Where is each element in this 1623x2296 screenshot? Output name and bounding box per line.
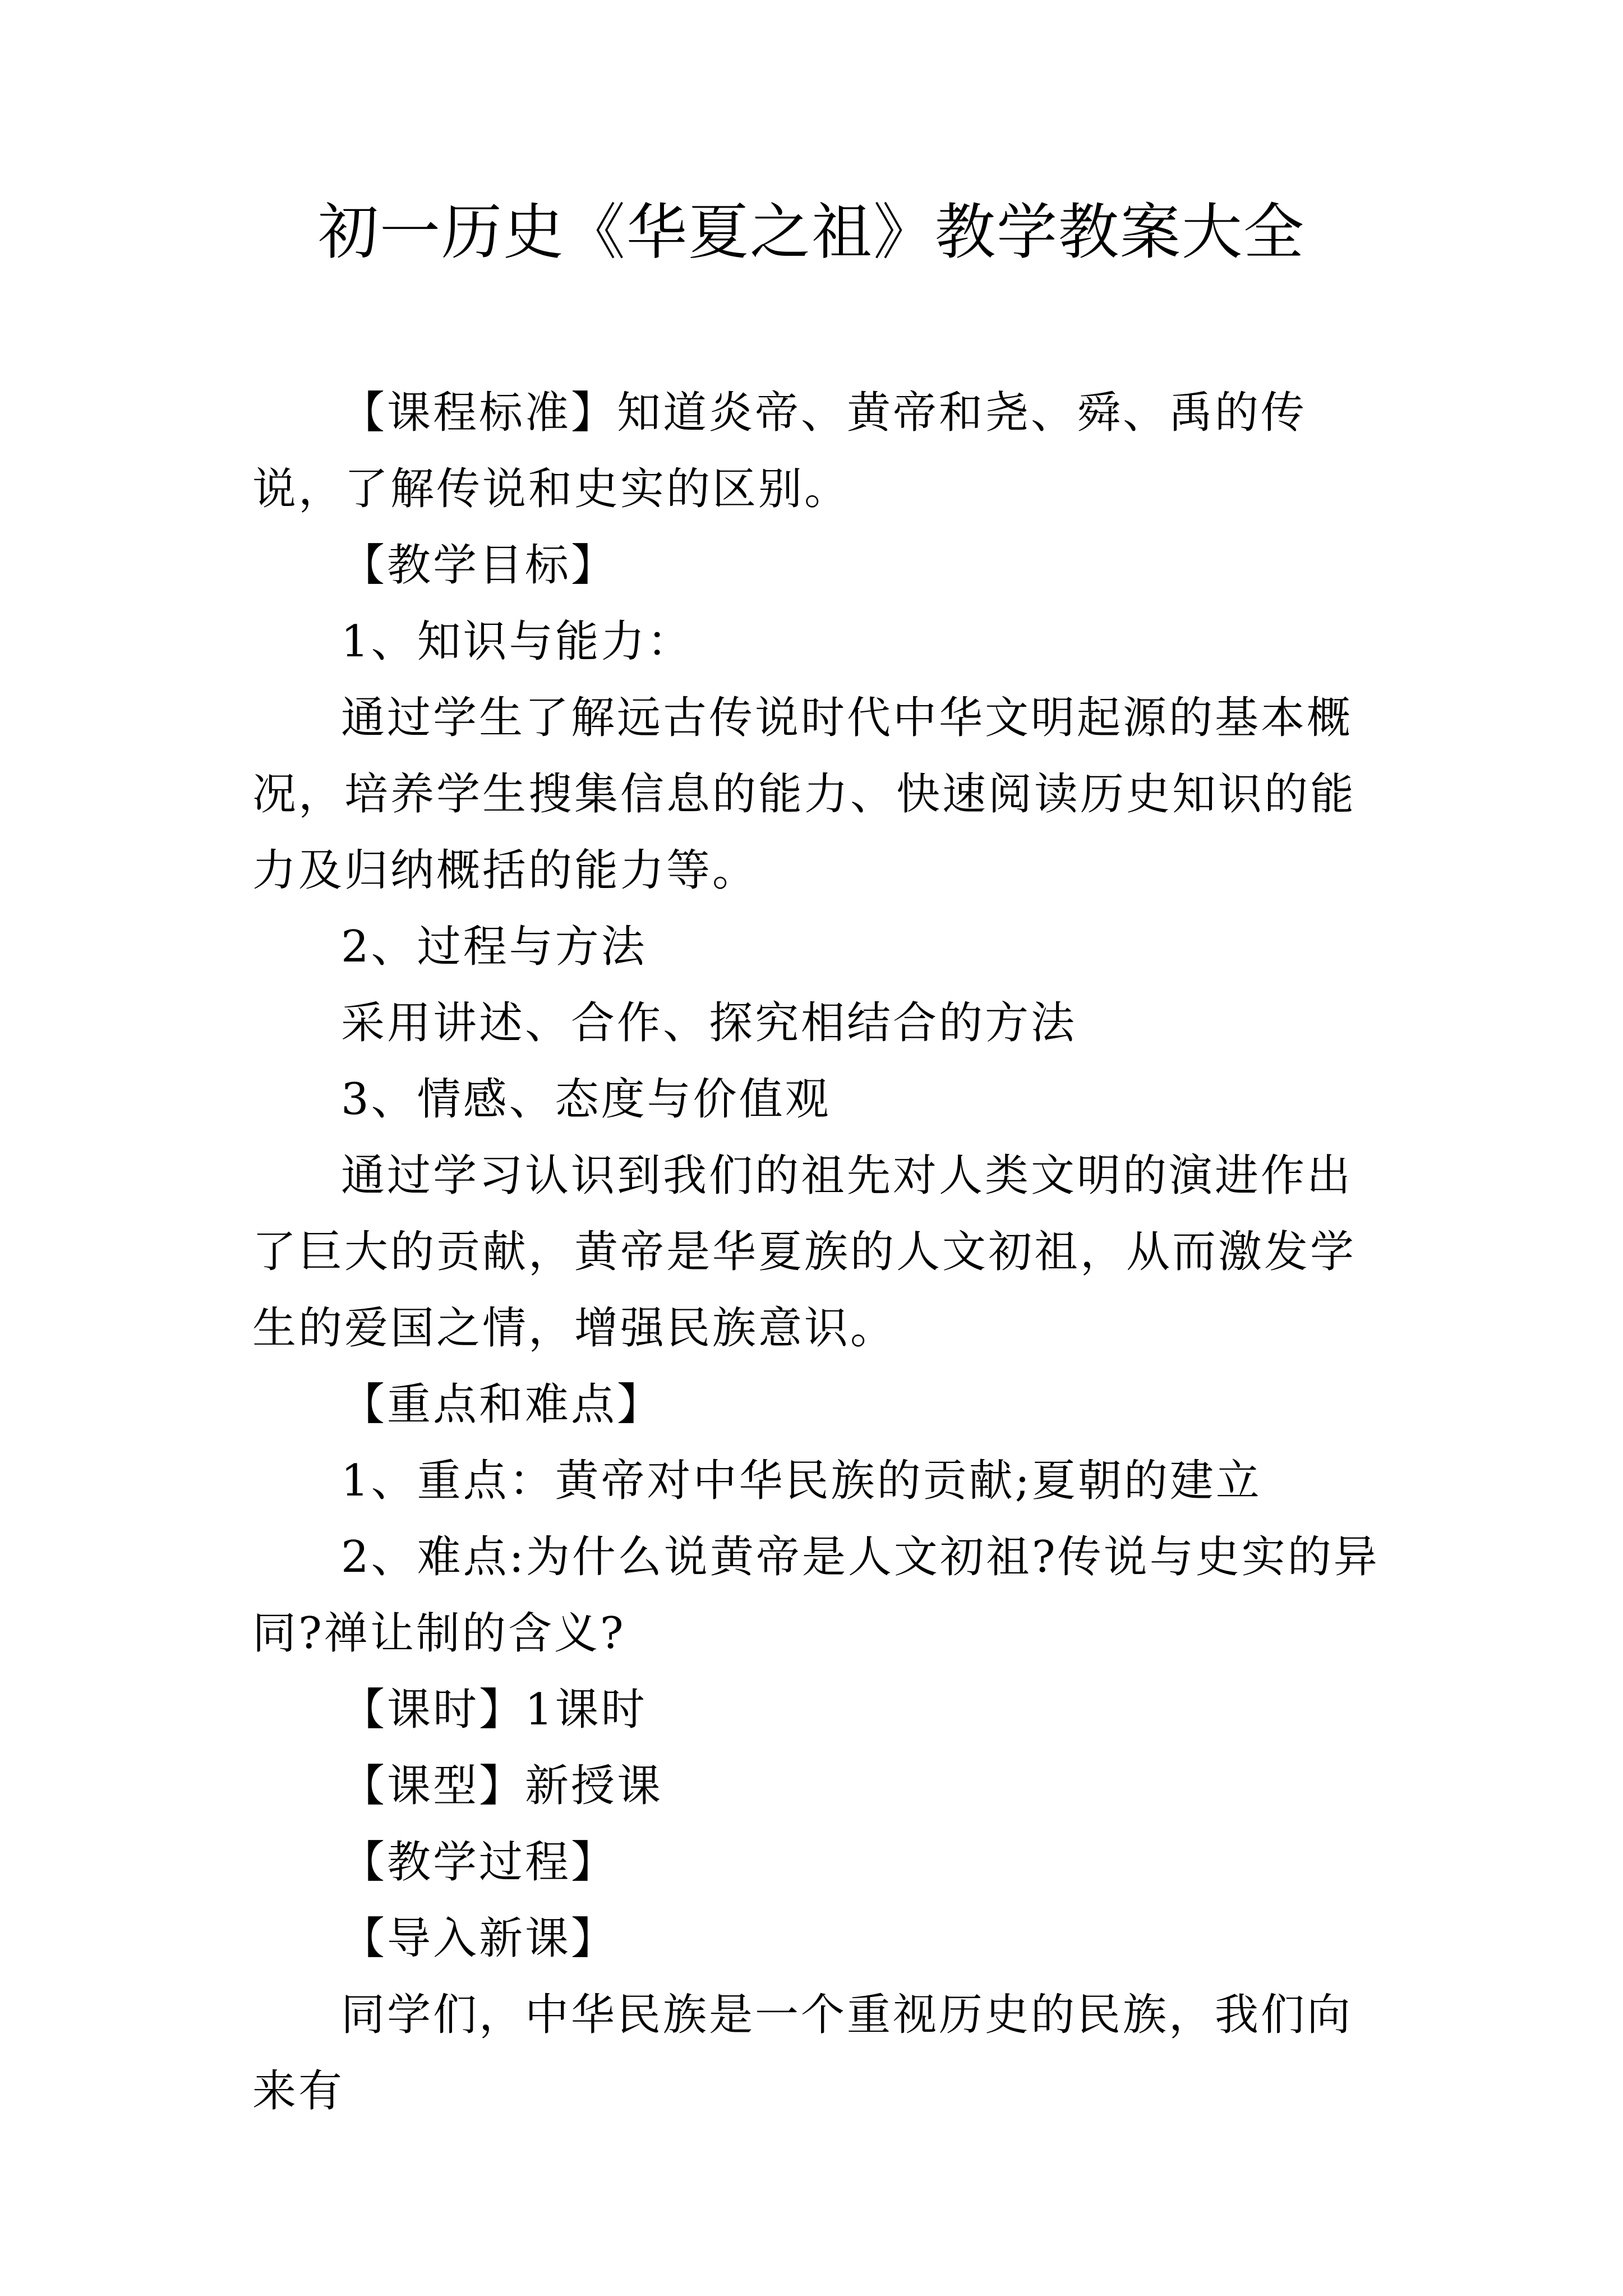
paragraph-teaching-goals-heading: 【教学目标】 <box>341 540 617 591</box>
paragraph-emotion-values: 3、情感、态度与价值观 <box>341 1074 831 1125</box>
paragraph-knowledge-ability: 1、知识与能力： <box>341 616 693 667</box>
document-body <box>252 375 1385 2129</box>
paragraph-course-standard: 【课程标准】知道炎帝、黄帝和尧、舜、禹的传说，了解传说和史实的区别。 <box>252 388 1307 514</box>
paragraph-emotion-detail: 通过学习认识到我们的祖先对人类文明的演进作出了巨大的贡献，黄帝是华夏族的人文初祖，从而激发学生的爱国之情，增强民族意识。 <box>252 1151 1357 1354</box>
document-title: 初一历史《华夏之祖》教学教案大全 <box>317 197 1305 268</box>
paragraph-knowledge-detail: 通过学生了解远古传说时代中华文明起源的基本概况，培养学生搜集信息的能力、快速阅读历史知识的能力及归纳概括的能力等。 <box>252 693 1357 896</box>
paragraph-class-type: 【课型】新授课 <box>341 1761 663 1811</box>
paragraph-key-point: 1、重点：黄帝对中华民族的贡献;夏朝的建立 <box>341 1456 1262 1506</box>
paragraph-class-hours: 【课时】1课时 <box>341 1685 647 1735</box>
paragraph-difficult-point: 2、难点:为什么说黄帝是人文初祖?传说与史实的异同?禅让制的含义? <box>252 1532 1380 1659</box>
paragraph-key-difficult-heading: 【重点和难点】 <box>341 1379 663 1430</box>
paragraph-teaching-process: 【教学过程】 <box>341 1837 617 1888</box>
paragraph-introduction: 【导入新课】 <box>341 1913 617 1964</box>
paragraph-introduction-text: 同学们，中华民族是一个重视历史的民族，我们向来有 <box>252 1990 1353 2116</box>
paragraph-method-detail: 采用讲述、合作、探究相结合的方法 <box>341 998 1077 1048</box>
paragraph-process-method: 2、过程与方法 <box>341 922 647 972</box>
